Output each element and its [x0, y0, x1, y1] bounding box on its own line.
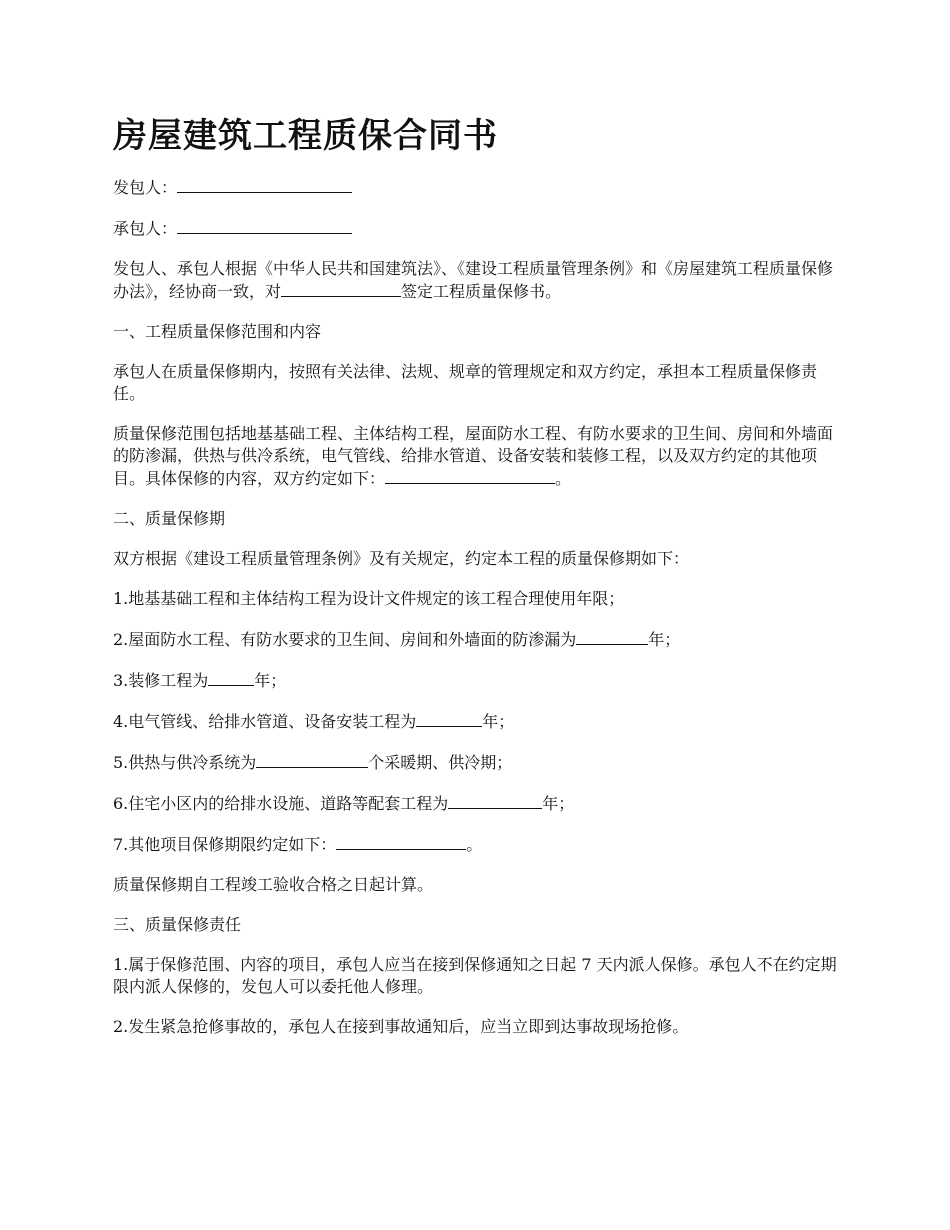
section2-heading: 二、质量保修期 — [113, 509, 226, 528]
period-item-4-text: 4.电气管线、给排水管道、设备安装工程为 — [113, 712, 417, 731]
period-item-3-text: 3.装修工程为 — [113, 671, 209, 690]
period-item-2 — [113, 628, 848, 651]
period-item-7-unit: 。 — [466, 835, 483, 854]
period-item-5-blank[interactable] — [256, 751, 368, 768]
section3-item-1: 1.属于保修范围、内容的项目，承包人应当在接到保修通知之日起 7 天内派人保修。承包人不在约定期限内派人保修的，发包人可以委托他人修理。 — [113, 955, 837, 996]
employer-label: 发包人： — [113, 178, 178, 197]
period-item-5 — [113, 751, 848, 774]
period-item-7 — [113, 833, 848, 856]
section1-heading: 一、工程质量保修范围和内容 — [113, 322, 322, 341]
period-item-3-unit: 年； — [254, 671, 287, 690]
period-item-2-blank[interactable] — [576, 628, 648, 645]
intro-text-a: 发包人、承包人根据《中华人民共和国建筑法》、《建设工程质量管理条例》和《房屋建筑工程质量保修办法》，经协商一致，对 — [113, 259, 834, 301]
contractor-label: 承包人： — [113, 219, 178, 238]
period-item-6 — [113, 792, 848, 815]
intro-paragraph — [113, 258, 848, 303]
period-item-7-blank[interactable] — [336, 833, 466, 850]
period-item-2-unit: 年； — [648, 630, 681, 649]
section1-paragraph2 — [113, 423, 848, 490]
section3-item-2: 2.发生紧急抢修事故的，承包人在接到事故通知后，应当立即到达事故现场抢修。 — [113, 1017, 689, 1036]
intro-text-b: 签定工程质量保修书。 — [401, 282, 562, 301]
period-item-1: 1.地基基础工程和主体结构工程为设计文件规定的该工程合理使用年限； — [113, 589, 625, 608]
period-item-5-text: 5.供热与供冷系统为 — [113, 753, 257, 772]
period-item-3 — [113, 669, 848, 692]
project-name-blank[interactable] — [281, 280, 401, 297]
period-item-4 — [113, 710, 848, 733]
document-title: 房屋建筑工程质保合同书 — [113, 116, 498, 156]
section2-intro: 双方根据《建设工程质量管理条例》及有关规定，约定本工程的质量保修期如下： — [113, 549, 690, 568]
period-item-6-text: 6.住宅小区内的给排水设施、道路等配套工程为 — [113, 794, 449, 813]
section1-p2-text-b: 。 — [555, 469, 572, 488]
section2-end: 质量保修期自工程竣工验收合格之日起计算。 — [113, 875, 434, 894]
period-item-4-blank[interactable] — [416, 710, 482, 727]
period-item-3-blank[interactable] — [208, 669, 254, 686]
employer-blank[interactable] — [177, 176, 352, 193]
warranty-content-blank[interactable] — [385, 467, 555, 484]
contractor-line — [113, 217, 848, 240]
section3-heading: 三、质量保修责任 — [113, 915, 242, 934]
section1-p2-text-a: 质量保修范围包括地基基础工程、主体结构工程，屋面防水工程、有防水要求的卫生间、房间和外墙面的防渗漏，供热与供冷系统，电气管线、给排水管道、设备安装和装修工程，以及双方约定的其他项目。具体保修的内容，双方约定如下： — [113, 424, 834, 488]
section1-paragraph1: 承包人在质量保修期内，按照有关法律、法规、规章的管理规定和双方约定，承担本工程质量保修责任。 — [113, 362, 818, 403]
period-item-5-unit: 个采暖期、供冷期； — [368, 753, 513, 772]
contractor-blank[interactable] — [177, 217, 352, 234]
document-page — [113, 110, 848, 1056]
period-item-2-text: 2.屋面防水工程、有防水要求的卫生间、房间和外墙面的防渗漏为 — [113, 630, 577, 649]
period-item-6-blank[interactable] — [448, 792, 542, 809]
period-item-6-unit: 年； — [542, 794, 575, 813]
employer-line — [113, 176, 848, 199]
period-item-4-unit: 年； — [482, 712, 515, 731]
period-item-7-text: 7.其他项目保修期限约定如下： — [113, 835, 337, 854]
